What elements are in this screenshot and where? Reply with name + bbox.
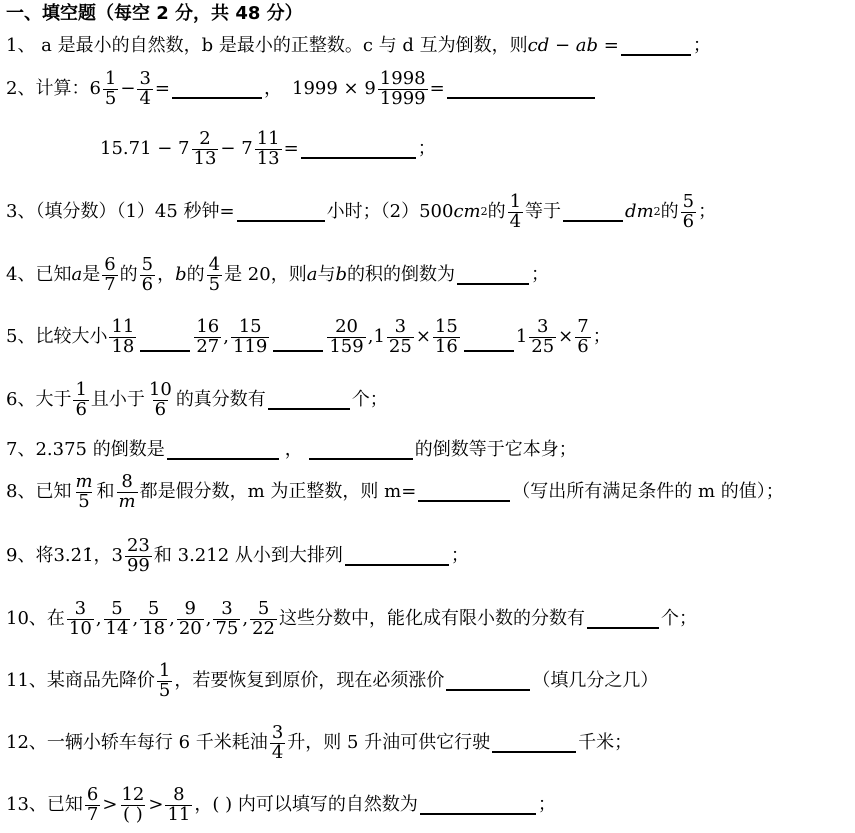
q13-end: ； bbox=[537, 794, 556, 816]
q5-f2-den: 27 bbox=[196, 335, 220, 357]
q8-f2-den: m bbox=[118, 490, 136, 512]
q3-text-b: 小时；（2）500 bbox=[326, 201, 454, 223]
q2-fraction-1 bbox=[103, 70, 118, 109]
q4-fraction-1 bbox=[102, 256, 117, 295]
q4-f2-den: 6 bbox=[141, 273, 154, 295]
q5-answer-blank-2[interactable] bbox=[273, 322, 323, 352]
q11-fraction bbox=[157, 662, 172, 701]
q4-answer-blank[interactable] bbox=[457, 265, 529, 285]
q2-line2-text-a: 15.71 − 7 bbox=[100, 138, 190, 160]
q9-m-den: 99 bbox=[126, 554, 150, 576]
q12-text-b: 升，则 5 升油可供它行驶 bbox=[287, 732, 491, 754]
q2-equals-2: = bbox=[429, 78, 445, 100]
q8-f1-den: 5 bbox=[78, 490, 90, 512]
q3-superscript-1: 2 bbox=[480, 205, 488, 219]
q6-f1-num: 1 bbox=[75, 379, 87, 400]
question-11 bbox=[6, 662, 658, 701]
q3-answer-blank-2[interactable] bbox=[563, 202, 623, 222]
q5-m2-fraction bbox=[529, 318, 556, 357]
q12-fraction bbox=[270, 724, 285, 763]
q2-answer-blank-2[interactable] bbox=[447, 79, 595, 99]
q4-text-c: 的 bbox=[119, 264, 138, 286]
q6-fraction-2 bbox=[147, 381, 174, 420]
q5-mixed-number-2 bbox=[516, 318, 558, 357]
q8-end: （写出所有满足条件的 m 的值）； bbox=[512, 481, 784, 503]
q4-text-h: 的积的倒数为 bbox=[346, 264, 455, 286]
q5-f5-den: 16 bbox=[434, 335, 458, 357]
q4-var-a2: a bbox=[306, 264, 318, 286]
q10-f3-num: 5 bbox=[147, 598, 160, 619]
q7-end: 的倒数等于它本身； bbox=[414, 439, 577, 461]
q2-comma: ， bbox=[264, 78, 282, 100]
q5-fraction-4 bbox=[327, 318, 365, 357]
q9-end: ； bbox=[450, 545, 469, 567]
q10-f5-den: 75 bbox=[215, 617, 239, 639]
q10-f4-den: 20 bbox=[178, 617, 202, 639]
q5-text-a: 5、比较大小 bbox=[6, 326, 108, 348]
q5-answer-blank-1[interactable] bbox=[140, 322, 190, 352]
q4-fraction-3 bbox=[207, 256, 222, 295]
q6-text-a: 6、大于 bbox=[6, 389, 72, 411]
q13-f2-den: ( ) bbox=[123, 803, 143, 825]
question-5 bbox=[6, 318, 611, 357]
q4-text-e: 的 bbox=[186, 264, 205, 286]
q2-line2-text-b: − 7 bbox=[220, 138, 253, 160]
q1-end: ； bbox=[692, 35, 711, 57]
q8-fraction-2 bbox=[117, 473, 138, 512]
q5-fraction-1 bbox=[109, 318, 136, 357]
q3-text-d: 等于 bbox=[525, 201, 562, 223]
section-heading bbox=[6, 4, 303, 24]
question-8 bbox=[6, 473, 784, 512]
q2-product-text: 1999 × 9 bbox=[292, 78, 376, 100]
q4-f2-num: 5 bbox=[141, 254, 154, 275]
q4-f3-num: 4 bbox=[208, 254, 221, 275]
q2-f3-den: 1999 bbox=[379, 87, 426, 109]
q13-text-a: 13、已知 bbox=[6, 794, 83, 816]
question-12 bbox=[6, 724, 632, 763]
q10-f2-num: 5 bbox=[111, 598, 123, 619]
q2-f2-num: 3 bbox=[139, 68, 151, 89]
q1-text: 1、 a 是最小的自然数，b 是最小的正整数。c 与 d 互为倒数，则 bbox=[6, 35, 528, 57]
q12-answer-blank[interactable] bbox=[492, 733, 576, 753]
question-13 bbox=[6, 786, 556, 825]
q4-end: ； bbox=[530, 264, 549, 286]
q5-m1-whole: 1 bbox=[373, 326, 385, 348]
q4-text-f: 是 20，则 bbox=[224, 264, 307, 286]
q3-text-a: 3、（填分数）（1）45 秒钟= bbox=[6, 201, 235, 223]
q6-f1-den: 6 bbox=[75, 398, 87, 420]
q2-f3-num: 1998 bbox=[379, 68, 426, 89]
q8-text-b: 和 bbox=[96, 481, 115, 503]
q2-answer-blank-1[interactable] bbox=[172, 79, 262, 99]
q3-superscript-2: 2 bbox=[653, 205, 661, 219]
q10-fraction-1 bbox=[67, 600, 94, 639]
q6-text-b: 且小于 bbox=[90, 389, 145, 411]
question-2-part-2 bbox=[100, 130, 436, 169]
q13-f2-num: 12 bbox=[121, 784, 145, 805]
question-2 bbox=[6, 70, 597, 109]
q3-text-c: 的 bbox=[487, 201, 506, 223]
q10-f1-den: 10 bbox=[68, 617, 92, 639]
q10-f4-num: 9 bbox=[184, 598, 196, 619]
q2-fraction-3 bbox=[378, 70, 428, 109]
q5-f3-den: 119 bbox=[233, 335, 268, 357]
q13-greater-than-2: > bbox=[148, 794, 164, 816]
q1-answer-blank[interactable] bbox=[621, 36, 691, 56]
q2-fraction-4 bbox=[192, 130, 219, 169]
q9-text-b: ， bbox=[93, 545, 112, 567]
q2-mixed-number-1 bbox=[89, 70, 120, 109]
q5-f4-num: 20 bbox=[335, 316, 358, 337]
q4-var-b: b bbox=[175, 264, 187, 286]
q2-end: ； bbox=[417, 138, 436, 160]
q10-f6-den: 22 bbox=[252, 617, 276, 639]
q9-m-num: 23 bbox=[126, 535, 150, 556]
q5-fraction-6 bbox=[575, 318, 590, 357]
q6-f2-den: 6 bbox=[154, 398, 167, 420]
q13-f1-num: 6 bbox=[86, 784, 99, 805]
q5-fraction-5 bbox=[433, 318, 460, 357]
question-7 bbox=[6, 440, 577, 460]
q5-fraction-3 bbox=[231, 318, 269, 357]
question-9 bbox=[6, 537, 469, 576]
q8-f1-num: m bbox=[75, 471, 93, 492]
q11-f-den: 5 bbox=[158, 679, 171, 701]
q5-m1-num: 3 bbox=[394, 316, 407, 337]
question-4 bbox=[6, 256, 549, 295]
q2-equals-1: = bbox=[154, 78, 170, 100]
q4-var-b2: b bbox=[335, 264, 347, 286]
q13-f3-den: 11 bbox=[167, 803, 191, 825]
q11-text-b: ，若要恢复到原价，现在必须涨价 bbox=[174, 670, 445, 692]
q5-f4-den: 159 bbox=[329, 335, 364, 357]
q5-m2-num: 3 bbox=[536, 316, 549, 337]
q10-text-b: 这些分数中，能化成有限小数的分数有 bbox=[279, 608, 586, 630]
q10-comma: , bbox=[242, 608, 249, 630]
q4-f1-num: 6 bbox=[104, 254, 116, 275]
q12-f-num: 3 bbox=[271, 722, 284, 743]
q2-fraction-5 bbox=[255, 130, 282, 169]
q5-mixed-number-1 bbox=[373, 318, 415, 357]
q13-answer-blank[interactable] bbox=[420, 795, 536, 815]
q11-text-a: 11、某商品先降价 bbox=[6, 670, 155, 692]
q2-f2-den: 4 bbox=[139, 87, 151, 109]
q5-comma-2: , bbox=[367, 326, 374, 348]
q1-expression: cd − ab = bbox=[527, 35, 619, 57]
q3-fraction-1 bbox=[508, 193, 523, 232]
q10-f2-den: 14 bbox=[105, 617, 129, 639]
q5-m2-den: 25 bbox=[531, 335, 555, 357]
q10-answer-blank[interactable] bbox=[587, 609, 659, 629]
q5-f1-den: 18 bbox=[111, 335, 135, 357]
q8-f2-num: 8 bbox=[121, 471, 133, 492]
q12-text-a: 12、一辆小轿车每行 6 千米耗油 bbox=[6, 732, 268, 754]
question-6 bbox=[6, 381, 388, 420]
q3-unit-dm: dm bbox=[625, 201, 654, 223]
q9-text-a: 9、将 bbox=[6, 545, 54, 567]
q9-m-whole: 3 bbox=[111, 545, 123, 567]
q7-text-a: 7、2.375 的倒数是 bbox=[6, 439, 165, 461]
q13-fraction-1 bbox=[85, 786, 100, 825]
q6-f2-num: 10 bbox=[148, 379, 172, 400]
q10-comma: , bbox=[132, 608, 139, 630]
q8-answer-blank[interactable] bbox=[418, 482, 510, 502]
q9-fraction bbox=[125, 537, 152, 576]
q2-f5-den: 13 bbox=[256, 147, 280, 169]
q10-comma: , bbox=[169, 608, 175, 630]
q10-fraction-4 bbox=[177, 600, 204, 639]
q10-fraction-6 bbox=[250, 600, 277, 639]
q11-f-num: 1 bbox=[158, 660, 171, 681]
q11-end: （填几分之几） bbox=[532, 670, 659, 692]
q4-fraction-2 bbox=[140, 256, 155, 295]
q10-f1-num: 3 bbox=[74, 598, 87, 619]
q5-m1-fraction bbox=[387, 318, 414, 357]
q2-m1-num: 1 bbox=[104, 68, 117, 89]
q3-end: ； bbox=[698, 201, 717, 223]
q9-text-c: 和 3.212 从小到大排列 bbox=[153, 545, 343, 567]
q5-f6-num: 7 bbox=[577, 316, 589, 337]
q10-f6-num: 5 bbox=[257, 598, 270, 619]
q3-text-e: 的 bbox=[660, 201, 679, 223]
q5-f3-num: 15 bbox=[238, 316, 262, 337]
q5-times-2: × bbox=[558, 326, 574, 348]
q9-answer-blank[interactable] bbox=[345, 546, 449, 566]
q9-repeating-decimal: 3.2̇1̇ bbox=[53, 545, 94, 567]
q2-minus: − bbox=[120, 78, 136, 100]
q2-line2-equals: = bbox=[283, 138, 299, 160]
q10-fraction-2 bbox=[104, 600, 131, 639]
q2-f5-num: 11 bbox=[256, 128, 280, 149]
q6-text-c: 的真分数有 bbox=[175, 389, 266, 411]
q5-m2-whole: 1 bbox=[515, 326, 528, 348]
q5-f1-num: 11 bbox=[111, 316, 135, 337]
q5-answer-blank-3[interactable] bbox=[464, 322, 514, 352]
q4-var-a: a bbox=[71, 264, 83, 286]
q4-text-a: 4、已知 bbox=[6, 264, 72, 286]
q3-f1-den: 4 bbox=[509, 210, 522, 232]
section-heading-text: 一、填空题（每空 2 分，共 48 分） bbox=[6, 3, 303, 24]
q10-text-a: 10、在 bbox=[6, 608, 65, 630]
q5-comma-1: , bbox=[223, 326, 229, 348]
q10-f5-num: 3 bbox=[221, 598, 233, 619]
q12-f-den: 4 bbox=[271, 741, 284, 763]
question-3 bbox=[6, 193, 716, 232]
q7-text-b: ， bbox=[284, 439, 303, 461]
q4-text-d: ， bbox=[157, 264, 176, 286]
q5-f2-num: 16 bbox=[196, 316, 220, 337]
q4-text-b: 是 bbox=[82, 264, 101, 286]
q3-answer-blank-1[interactable] bbox=[237, 202, 325, 222]
q4-f1-den: 7 bbox=[104, 273, 116, 295]
q2-fraction-2 bbox=[137, 70, 152, 109]
q3-unit-cm: cm bbox=[453, 201, 481, 223]
question-10 bbox=[6, 600, 697, 639]
q5-m1-den: 25 bbox=[388, 335, 412, 357]
q5-f6-den: 6 bbox=[577, 335, 589, 357]
q8-text-c: 都是假分数，m 为正整数，则 m= bbox=[139, 481, 417, 503]
q2-f4-den: 13 bbox=[193, 147, 217, 169]
q10-fraction-5 bbox=[213, 600, 240, 639]
q13-greater-than-1: > bbox=[102, 794, 118, 816]
q7-answer-blank-2[interactable] bbox=[309, 440, 413, 460]
q5-f5-num: 15 bbox=[434, 316, 458, 337]
q2-lead: 2、计算： bbox=[6, 78, 90, 100]
q6-fraction-1 bbox=[73, 381, 88, 420]
question-1 bbox=[6, 36, 711, 56]
q2-m1-whole: 6 bbox=[89, 78, 101, 100]
q2-answer-blank-3[interactable] bbox=[301, 139, 416, 159]
q11-answer-blank[interactable] bbox=[446, 671, 530, 691]
q3-f2-den: 6 bbox=[682, 210, 695, 232]
q4-f3-den: 5 bbox=[208, 273, 221, 295]
q10-f3-den: 18 bbox=[142, 617, 166, 639]
q4-text-g: 与 bbox=[317, 264, 336, 286]
q13-f3-num: 8 bbox=[173, 784, 185, 805]
q10-fraction-3 bbox=[140, 600, 167, 639]
q10-comma: , bbox=[95, 608, 102, 630]
q13-fraction-2 bbox=[119, 786, 146, 825]
q5-times-1: × bbox=[415, 326, 431, 348]
q13-fraction-3 bbox=[165, 786, 192, 825]
q5-fraction-2 bbox=[194, 318, 221, 357]
q8-fraction-1 bbox=[73, 473, 94, 512]
q7-answer-blank-1[interactable] bbox=[167, 440, 279, 460]
q3-f2-num: 5 bbox=[682, 191, 695, 212]
q2-m1-den: 5 bbox=[104, 87, 117, 109]
q10-end: 个； bbox=[661, 608, 698, 630]
q6-answer-blank[interactable] bbox=[268, 390, 350, 410]
q6-end: 个； bbox=[351, 389, 388, 411]
q9-mixed-number bbox=[112, 537, 154, 576]
q2-f4-num: 2 bbox=[199, 128, 211, 149]
q12-end: 千米； bbox=[578, 732, 633, 754]
q3-f1-num: 1 bbox=[509, 191, 522, 212]
q10-comma: , bbox=[205, 608, 212, 630]
q8-text-a: 8、已知 bbox=[6, 481, 72, 503]
q5-end: ； bbox=[592, 326, 611, 348]
q13-text-b: ，( ) 内可以填写的自然数为 bbox=[194, 794, 418, 816]
q3-fraction-2 bbox=[681, 193, 696, 232]
q13-f1-den: 7 bbox=[86, 803, 99, 825]
